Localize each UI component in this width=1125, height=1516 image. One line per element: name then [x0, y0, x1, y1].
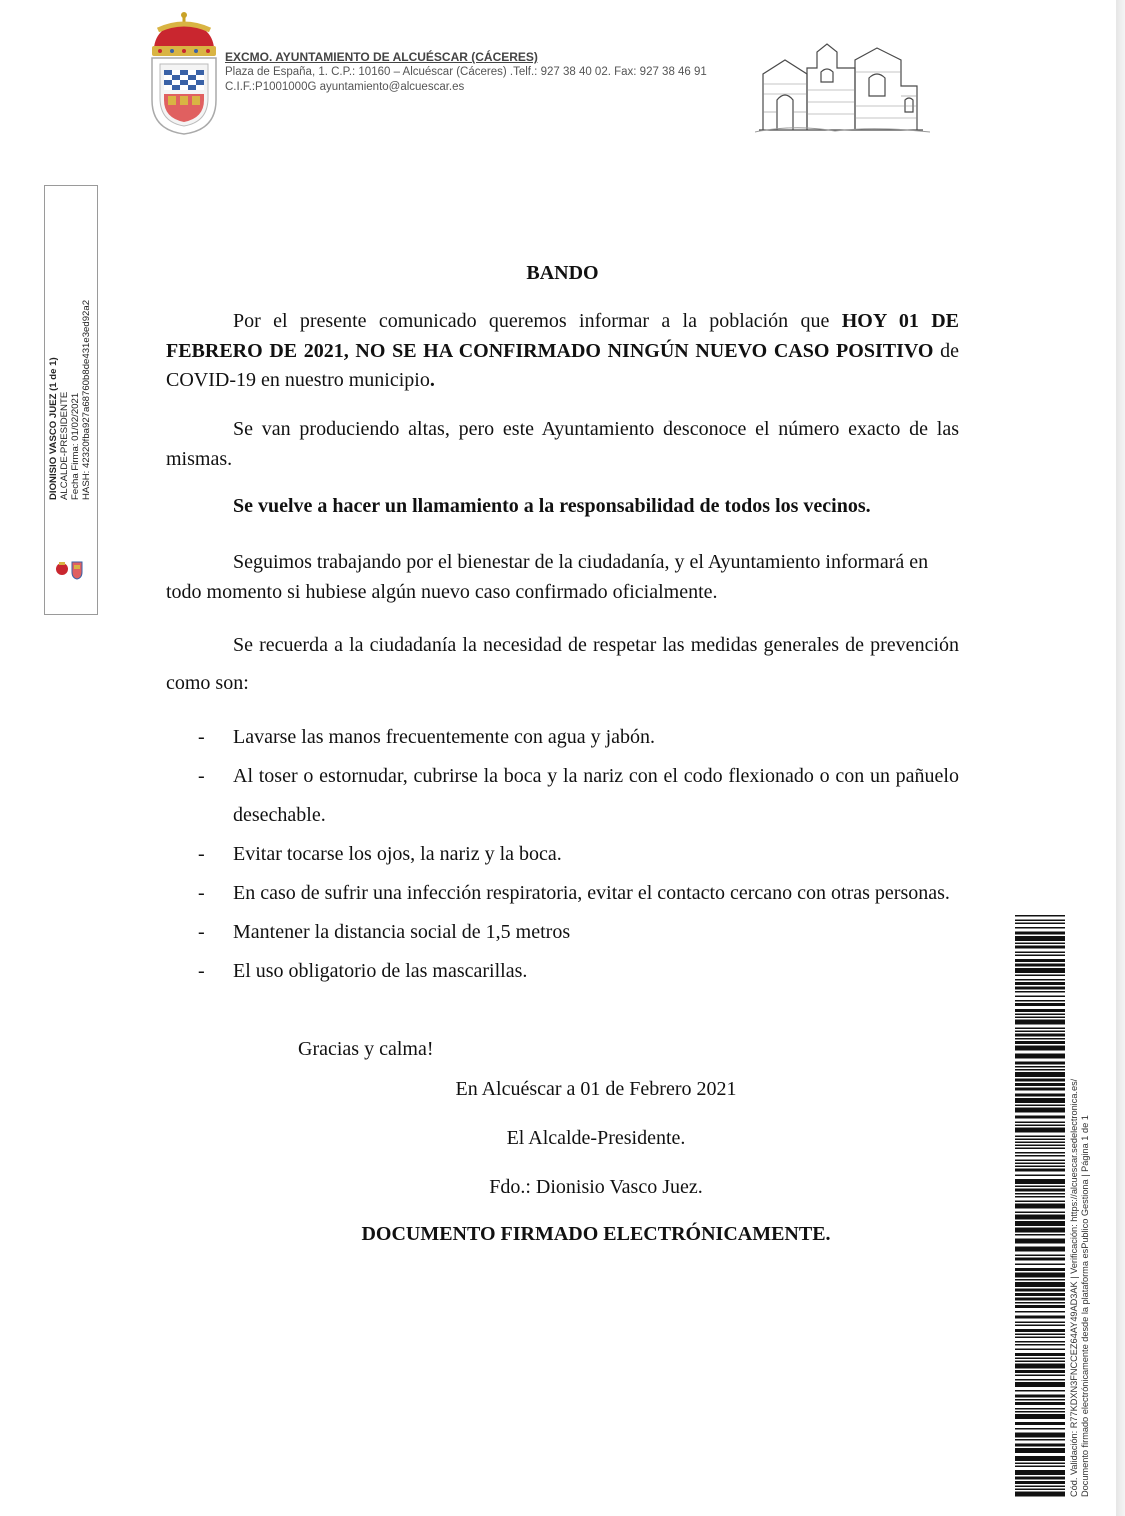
barcode-bar — [1015, 1009, 1065, 1012]
prevention-measures-list — [198, 718, 959, 991]
barcode-bar — [1015, 1054, 1065, 1059]
barcode-bar — [1015, 1212, 1065, 1214]
signer-name: DIONISIO VASCO JUEZ (1 de 1) — [48, 357, 59, 500]
barcode-bar — [1015, 1282, 1065, 1287]
church-illustration-icon — [755, 38, 930, 134]
barcode-bar — [1015, 1196, 1065, 1198]
bullet-dash: - — [198, 921, 205, 943]
barcode-bar — [1015, 1125, 1065, 1127]
barcode-bar — [1015, 1408, 1065, 1410]
barcode-bar — [1015, 1034, 1065, 1037]
barcode-bar — [1015, 959, 1065, 962]
barcode-bar — [1015, 1329, 1065, 1332]
barcode-bar — [1015, 1017, 1065, 1019]
barcode-bar — [1015, 1470, 1065, 1475]
barcode-bar — [1015, 1325, 1065, 1327]
barcode-bar — [1015, 1264, 1065, 1266]
list-item — [198, 952, 959, 991]
barcode-bar — [1015, 1302, 1065, 1304]
municipality-title: EXCMO. AYUNTAMIENTO DE ALCUÉSCAR (CÁCERES) — [225, 50, 538, 64]
barcode-bar — [1015, 1337, 1065, 1339]
signature-stamp — [48, 260, 92, 500]
barcode-bar — [1015, 1279, 1065, 1281]
barcode-bar — [1015, 1069, 1065, 1071]
barcode-bar — [1015, 1433, 1065, 1438]
barcode-bar — [1015, 1234, 1065, 1236]
barcode-bar — [1015, 1247, 1065, 1252]
barcode-bar — [1015, 1186, 1065, 1188]
barcode-bar — [1015, 1268, 1065, 1271]
barcode-bar — [1015, 1122, 1065, 1124]
barcode-bar — [1015, 1179, 1065, 1184]
page-edge — [1116, 0, 1125, 1516]
barcode-bar — [1015, 1486, 1065, 1488]
barcode-bar — [1015, 1166, 1065, 1168]
barcode-bar — [1015, 1155, 1065, 1157]
barcode-bar — [1015, 1466, 1065, 1468]
barcode-bar — [1015, 1370, 1065, 1373]
barcode-bar — [1015, 1066, 1065, 1068]
barcode-bar — [1015, 1228, 1065, 1233]
barcode-bar — [1015, 1189, 1065, 1192]
barcode-bar — [1015, 1411, 1065, 1413]
barcode-bar — [1015, 1160, 1065, 1162]
barcode-bar — [1015, 1399, 1065, 1401]
list-item — [198, 874, 959, 913]
barcode-bar — [1015, 1169, 1065, 1172]
barcode-bar — [1015, 1000, 1065, 1002]
barcode-bar — [1015, 1273, 1065, 1278]
seal-icon — [52, 558, 88, 580]
barcode-bar — [1015, 1361, 1065, 1363]
platform-notice: Documento firmado electrónicamente desde la plataforma esPublico Gestiona | Página 1 de 1 — [1080, 1115, 1090, 1497]
barcode-bar — [1015, 1215, 1065, 1220]
barcode-bar — [1015, 1382, 1065, 1387]
bullet-dash: - — [198, 726, 205, 748]
measure-text: Al toser o estornudar, cubrirse la boca y la nariz con el codo flexionado o con un pañuelo desechable. — [233, 765, 959, 826]
barcode-bar — [1015, 1439, 1065, 1441]
barcode-bar — [1015, 1492, 1065, 1497]
barcode-bar — [1015, 1152, 1065, 1154]
paragraph-discharges: Se van produciendo altas, pero este Ayuntamiento desconoce el número exacto de las mismas. — [166, 418, 959, 470]
barcode-bar — [1015, 1448, 1065, 1453]
barcode-bar — [1015, 987, 1065, 990]
announcement-rest: de COVID-19 en nuestro municipio — [166, 339, 959, 391]
bullet-dash: - — [198, 960, 205, 982]
barcode-bar — [1015, 1255, 1065, 1257]
barcode-bar — [1015, 1316, 1065, 1319]
barcode-bar — [1015, 1098, 1065, 1103]
coat-of-arms-icon — [146, 8, 222, 136]
barcode-bar — [1015, 1041, 1065, 1044]
signature-date: Fecha Firma: 01/02/2021 — [70, 392, 81, 500]
measure-text: El uso obligatorio de las mascarillas. — [233, 960, 528, 982]
barcode-bar — [1015, 1334, 1065, 1336]
barcode-bar — [1015, 1014, 1065, 1016]
announcement-emphasis: HOY 01 DE FEBRERO DE 2021, NO SE HA CONFIRMADO NINGÚN NUEVO CASO POSITIVO — [166, 310, 959, 362]
barcode-bar — [1015, 964, 1065, 967]
municipality-address: Plaza de España, 1. C.P.: 10160 – Alcuéscar (Cáceres) .Telf.: 927 38 40 02. Fax: 927 38 46 91 — [225, 66, 707, 78]
barcode-icon — [1015, 915, 1065, 1497]
barcode-bar — [1015, 1344, 1065, 1346]
paragraph-prevention-intro: Se recuerda a la ciudadanía la necesidad de respetar las medidas generales de prevención como son: — [166, 634, 959, 694]
place-date: En Alcuéscar a 01 de Febrero 2021 — [455, 1078, 737, 1100]
signature-hash: HASH: 42320fba927a68760b8de431e3ed92a2 — [81, 299, 92, 500]
list-item — [198, 835, 959, 874]
measure-text: Evitar tocarse los ojos, la nariz y la boca. — [233, 843, 562, 865]
municipality-cif-email: C.I.F.:P1001000G ayuntamiento@alcuescar.es — [225, 81, 465, 93]
barcode-bar — [1015, 955, 1065, 957]
barcode-bar — [1015, 1221, 1065, 1226]
barcode-bar — [1015, 1201, 1065, 1203]
barcode-bar — [1015, 1298, 1065, 1301]
barcode-bar — [1015, 1311, 1065, 1313]
validation-code: Cód. Validación: R77KDXN3FNCCEZ64AY49AD3AK | Verificación: https://alcuescar.sedelectronica.es/ — [1069, 1078, 1079, 1497]
measure-text: En caso de sufrir una infección respiratoria, evitar el contacto cercano con otras personas. — [233, 882, 950, 904]
barcode-bar — [1015, 936, 1065, 941]
barcode-bar — [1015, 1062, 1065, 1065]
header-text — [225, 50, 707, 95]
barcode-bar — [1015, 1046, 1065, 1051]
barcode-bar — [1015, 1444, 1065, 1447]
barcode-bar — [1015, 982, 1065, 985]
barcode-bar — [1015, 1163, 1065, 1165]
barcode-bar — [1015, 1003, 1065, 1006]
barcode-bar — [1015, 920, 1065, 922]
barcode-bar — [1015, 943, 1065, 945]
list-item — [198, 757, 959, 835]
barcode-bar — [1015, 1031, 1065, 1033]
barcode-bar — [1015, 946, 1065, 949]
barcode-bar — [1015, 1414, 1065, 1419]
barcode-bar — [1015, 1142, 1065, 1144]
signer-role: ALCALDE-PRESIDENTE — [59, 391, 70, 500]
barcode-bar — [1015, 1020, 1065, 1025]
barcode-bar — [1015, 1175, 1065, 1177]
measure-text: Mantener la distancia social de 1,5 metros — [233, 921, 571, 943]
bullet-dash: - — [198, 765, 205, 787]
barcode-bar — [1015, 1028, 1065, 1030]
barcode-bar — [1015, 1364, 1065, 1369]
verification-footer — [1069, 977, 1091, 1497]
barcode-bar — [1015, 1108, 1065, 1113]
bullet-dash: - — [198, 843, 205, 865]
barcode-bar — [1015, 1083, 1065, 1086]
barcode-bar — [1015, 1489, 1065, 1491]
paragraph-call-to-responsibility: Se vuelve a hacer un llamamiento a la responsabilidad de todos los vecinos. — [233, 495, 871, 517]
barcode-bar — [1015, 996, 1065, 998]
electronic-signature-notice: DOCUMENTO FIRMADO ELECTRÓNICAMENTE. — [361, 1223, 831, 1245]
barcode-bar — [1015, 1349, 1065, 1351]
barcode-bar — [1015, 1341, 1065, 1343]
barcode-bar — [1015, 1477, 1065, 1480]
list-item — [198, 913, 959, 952]
barcode-bar — [1015, 932, 1065, 935]
barcode-bar — [1015, 991, 1065, 993]
closing-thanks: Gracias y calma! — [298, 1038, 434, 1060]
barcode-bar — [1015, 975, 1065, 977]
barcode-bar — [1015, 915, 1065, 917]
barcode-bar — [1015, 1390, 1065, 1392]
mayor-title: El Alcalde-Presidente. — [506, 1127, 686, 1149]
barcode-bar — [1015, 1375, 1065, 1377]
barcode-bar — [1015, 1088, 1065, 1091]
barcode-bar — [1015, 1258, 1065, 1261]
barcode-bar — [1015, 1456, 1065, 1461]
signed-by: Fdo.: Dionisio Vasco Juez. — [489, 1176, 703, 1198]
barcode-bar — [1015, 1094, 1065, 1097]
barcode-bar — [1015, 1145, 1065, 1147]
barcode-bar — [1015, 1072, 1065, 1077]
barcode-bar — [1015, 1322, 1065, 1324]
barcode-bar — [1015, 968, 1065, 973]
barcode-bar — [1015, 1239, 1065, 1244]
barcode-bar — [1015, 1079, 1065, 1082]
barcode-bar — [1015, 1422, 1065, 1425]
list-item — [198, 718, 959, 757]
announcement-intro: Por el presente comunicado queremos informar a la población que — [233, 310, 842, 332]
barcode-bar — [1015, 979, 1065, 981]
barcode-bar — [1015, 1289, 1065, 1292]
barcode-bar — [1015, 1379, 1065, 1381]
announcement-end: . — [429, 369, 435, 391]
barcode-bar — [1015, 1305, 1065, 1308]
paragraph-wellbeing: Seguimos trabajando por el bienestar de la ciudadanía, y el Ayuntamiento informará en todo momento si hubiese algún nuevo caso confirmado oficialmente. — [166, 551, 929, 603]
barcode-bar — [1015, 1293, 1065, 1296]
barcode-bar — [1015, 1139, 1065, 1141]
barcode-bar — [1015, 1204, 1065, 1209]
bullet-dash: - — [198, 882, 205, 904]
barcode-bar — [1015, 1105, 1065, 1107]
barcode-bar — [1015, 1193, 1065, 1195]
paragraph-announcement — [166, 307, 959, 396]
measure-text: Lavarse las manos frecuentemente con agua y jabón. — [233, 726, 656, 748]
barcode-bar — [1015, 1136, 1065, 1138]
barcode-bar — [1015, 1353, 1065, 1356]
document-title: BANDO — [526, 262, 599, 284]
barcode-bar — [1015, 1481, 1065, 1484]
barcode-bar — [1015, 1128, 1065, 1133]
barcode-bar — [1015, 1148, 1065, 1150]
barcode-bar — [1015, 1358, 1065, 1360]
barcode-bar — [1015, 1402, 1065, 1405]
barcode-bar — [1015, 927, 1065, 929]
barcode-bar — [1015, 923, 1065, 925]
barcode-bar — [1015, 1038, 1065, 1040]
barcode-bar — [1015, 1395, 1065, 1398]
barcode-bar — [1015, 1463, 1065, 1465]
barcode-bar — [1015, 1116, 1065, 1119]
barcode-bar — [1015, 1428, 1065, 1430]
barcode-bar — [1015, 952, 1065, 954]
